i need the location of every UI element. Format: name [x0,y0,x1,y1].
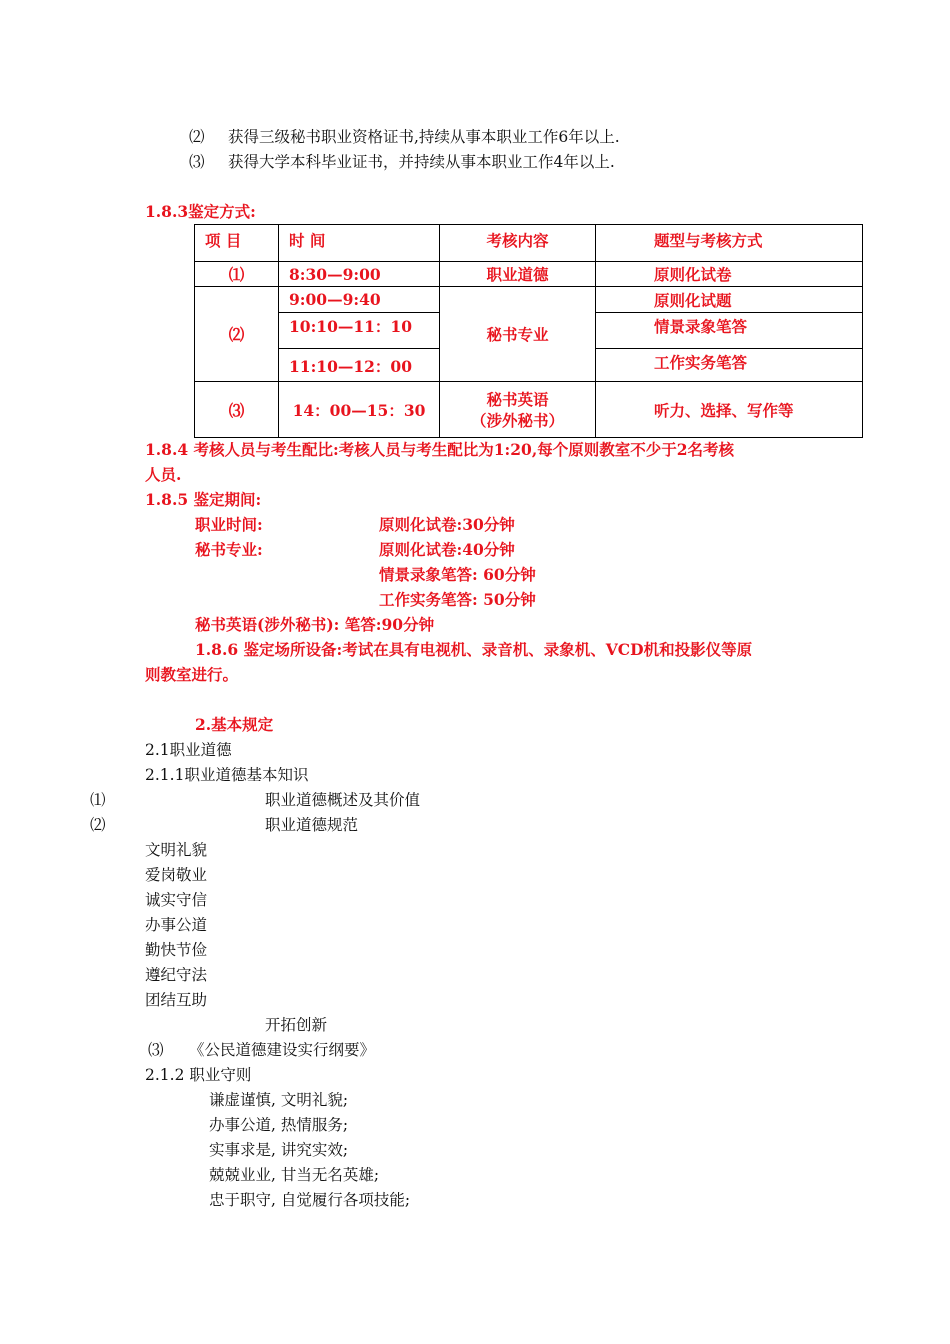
rule-item: 实事求是, 讲究实效; [209,1141,349,1159]
secretary-duration-value-2: 情景录象笔答: 60分钟 [379,565,536,584]
section-2-heading: 2.基本规定 [195,715,274,734]
section-2-1-heading: 2.1职业道德 [145,741,232,759]
section-1-8-4-line1: 1.8.4 考核人员与考生配比:考核人员与考生配比为1:20,每个原则教室不少于2名考核 [145,440,735,459]
row2-item: ⑵ [195,287,279,382]
norm-item: 文明礼貌 [145,841,208,859]
section-1-8-6-line2: 则教室进行。 [145,665,239,684]
row2-type-c: 工作实务笔答 [596,349,863,382]
norm-item: 诚实守信 [145,891,208,909]
intro-item-2-number: ⑵ [189,128,205,146]
intro-item-2-text: 获得三级秘书职业资格证书,持续从事本职业工作6年以上. [228,128,620,146]
section-1-8-5-heading: 1.8.5 鉴定期间: [145,490,262,509]
intro-item-3-text: 获得大学本科毕业证书，并持续从事本职业工作4年以上. [228,153,615,171]
table-header-row [195,225,863,262]
norm-item: 勤快节俭 [145,941,208,959]
secretary-duration-value-1: 原则化试卷:40分钟 [379,540,515,559]
header-item: 项 目 [195,225,279,262]
row2-type-a: 原则化试题 [596,287,863,313]
row1-time: 8:30—9:00 [279,262,440,287]
row3-content [440,382,596,438]
english-duration: 秘书英语(涉外秘书): 笔答:90分钟 [195,615,435,634]
row1-type: 原则化试卷 [596,262,863,287]
table-row [195,262,863,287]
header-type: 题型与考核方式 [596,225,863,262]
header-content: 考核内容 [440,225,596,262]
row3-content-line1: 秘书英语 [486,389,549,409]
row2-time-c: 11:10—12：00 [279,349,440,382]
norm-item: 爱岗敬业 [145,866,208,884]
ethics-duration-label: 职业时间: [195,515,263,534]
table-row [195,287,863,313]
row2-time-a: 9:00—9:40 [279,287,440,313]
section-1-8-4-line2: 人员. [145,465,182,484]
row3-time: 14：00—15：30 [279,382,440,438]
row2-time-b: 10:10—11：10 [279,313,440,349]
list-item-2-text: 职业道德规范 [265,816,359,834]
exam-schedule-table [194,224,863,438]
row2-type-b: 情景录象笔答 [596,313,863,349]
row3-type: 听力、选择、写作等 [596,382,863,438]
row3-content-line2: （涉外秘书） [470,410,564,430]
list-item-3-text: 《公民道德建设实行纲要》 [189,1041,376,1059]
rule-item: 谦虚谨慎, 文明礼貌; [209,1091,349,1109]
norm-item: 遵纪守法 [145,966,208,984]
list-item-1-text: 职业道德概述及其价值 [265,791,421,809]
header-time: 时 间 [279,225,440,262]
secretary-duration-value-3: 工作实务笔答: 50分钟 [379,590,536,609]
rule-item: 兢兢业业, 甘当无名英雄; [209,1166,380,1184]
row1-item: ⑴ [195,262,279,287]
section-2-1-1-heading: 2.1.1职业道德基本知识 [145,766,309,784]
intro-item-3-number: ⑶ [189,153,205,171]
row3-item: ⑶ [195,382,279,438]
section-2-1-2-heading: 2.1.2 职业守则 [145,1066,252,1084]
norm-item-last: 开拓创新 [265,1016,328,1034]
rule-item: 办事公道, 热情服务; [209,1116,349,1134]
row2-content: 秘书专业 [440,287,596,382]
list-item-3-number: ⑶ [148,1041,164,1059]
table-row [195,382,863,438]
norm-item: 团结互助 [145,991,208,1009]
list-item-2-number: ⑵ [90,816,106,834]
section-1-8-3-heading: 1.8.3鉴定方式: [145,202,256,221]
secretary-duration-label: 秘书专业: [195,540,263,559]
rule-item: 忠于职守, 自觉履行各项技能; [209,1191,411,1209]
list-item-1-number: ⑴ [90,791,106,809]
norm-item: 办事公道 [145,916,208,934]
row1-content: 职业道德 [440,262,596,287]
section-1-8-6-line1: 1.8.6 鉴定场所设备:考试在具有电视机、录音机、录象机、VCD机和投影仪等原 [195,640,753,659]
ethics-duration-value: 原则化试卷:30分钟 [379,515,515,534]
